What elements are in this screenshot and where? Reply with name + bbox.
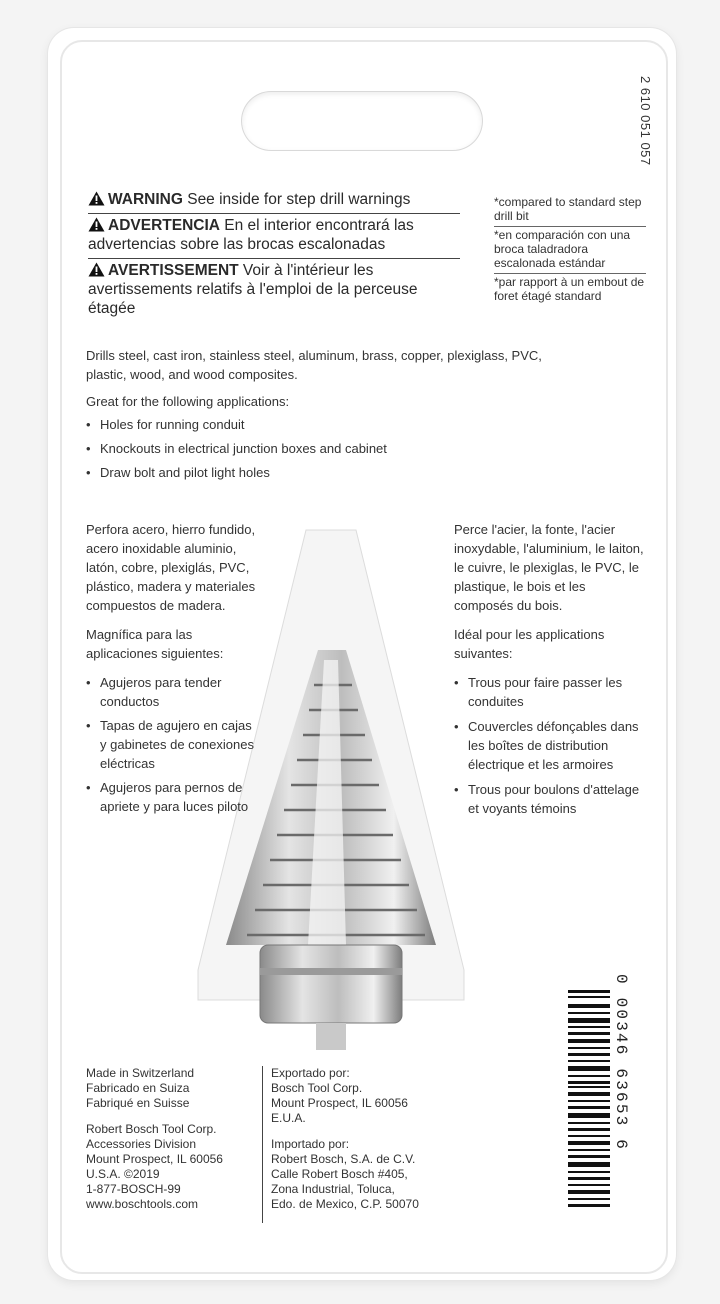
list-item: • Agujeros para tender conductos bbox=[86, 673, 256, 711]
footnote-es: *en comparación con una broca taladradora escalonada estándar bbox=[494, 227, 646, 274]
materials-text: Perce l'acier, la fonte, l'acier inoxydable, l'aluminium, le laiton, le cuivre, le plexiglas, le PVC, le plastique, le bois et les composés du bois. bbox=[454, 522, 644, 613]
footnote-fr: *par rapport à un embout de foret étagé standard bbox=[494, 275, 645, 303]
warning-text: En el interior encontrará las advertencias sobre las brocas escalonadas bbox=[88, 217, 414, 253]
english-description bbox=[86, 346, 546, 487]
list-item: • Trous pour faire passer les conduites bbox=[454, 673, 648, 711]
warning-triangle-icon bbox=[88, 191, 105, 206]
warning-label: ADVERTENCIA bbox=[108, 217, 220, 234]
made-in-text: Made in Switzerland Fabricado en Suiza Fabriqué en Suisse bbox=[86, 1066, 195, 1110]
list-item: • Tapas de agujero en cajas y gabinetes de conexiones eléctricas bbox=[86, 716, 256, 773]
warning-triangle-icon bbox=[88, 262, 105, 277]
applications-list bbox=[86, 415, 546, 482]
warning-fr bbox=[88, 259, 460, 322]
list-item: • Couvercles défonçables dans les boîtes de distribution électrique et les armoires bbox=[454, 717, 648, 774]
warning-label: AVERTISSEMENT bbox=[108, 262, 239, 279]
list-item: • Draw bolt and pilot light holes bbox=[86, 463, 546, 482]
warning-es bbox=[88, 214, 460, 259]
footnotes-block bbox=[494, 194, 646, 306]
company-address: Robert Bosch Tool Corp. Accessories Division Mount Prospect, IL 60056 U.S.A. ©2019 1-877-BOSCH-99 www.boschtools.com bbox=[86, 1122, 223, 1211]
warning-text: See inside for step drill warnings bbox=[182, 191, 411, 208]
spanish-description bbox=[86, 520, 256, 821]
warning-en bbox=[88, 188, 460, 214]
list-item: • Trous pour boulons d'attelage et voyants témoins bbox=[454, 780, 648, 818]
materials-text: Perfora acero, hierro fundido, acero inoxidable aluminio, latón, cobre, plexiglás, PVC, plástico, madera y materiales compuestos de madera. bbox=[86, 522, 256, 613]
warning-triangle-icon bbox=[88, 217, 105, 232]
list-item: • Knockouts in electrical junction boxes and cabinet bbox=[86, 439, 546, 458]
part-number: 2 610 051 057 bbox=[638, 76, 653, 166]
list-item: • Holes for running conduit bbox=[86, 415, 546, 434]
exporter-text: Exportado por: Bosch Tool Corp. Mount Prospect, IL 60056 E.U.A. bbox=[271, 1066, 408, 1125]
footnote-en: *compared to standard step drill bit bbox=[494, 194, 646, 227]
warnings-block bbox=[88, 188, 460, 322]
hang-hole bbox=[242, 92, 482, 150]
importer-text: Importado por: Robert Bosch, S.A. de C.V. Calle Robert Bosch #405, Zona Industrial, Toluca, Edo. de Mexico, C.P. 50070 bbox=[271, 1137, 419, 1211]
french-description bbox=[454, 520, 648, 824]
export-import-info bbox=[262, 1066, 461, 1223]
materials-text: Drills steel, cast iron, stainless steel, aluminum, brass, copper, plexiglass, PVC, plastic, wood, and wood composites. bbox=[86, 348, 542, 382]
barcode-digits: 0 00346 63653 6 bbox=[612, 974, 630, 1152]
warning-text: Voir à l'intérieur les avertissements relatifs à l'emploi de la perceuse étagée bbox=[88, 262, 418, 317]
list-item: • Agujeros para pernos de apriete y para luces piloto bbox=[86, 778, 256, 816]
origin-info bbox=[86, 1066, 256, 1223]
applications-list bbox=[454, 673, 648, 818]
applications-title: Great for the following applications: bbox=[86, 394, 290, 409]
applications-title: Magnífica para las aplicaciones siguientes: bbox=[86, 627, 224, 661]
applications-list bbox=[86, 673, 256, 816]
applications-title: Idéal pour les applications suivantes: bbox=[454, 627, 605, 661]
warning-label: WARNING bbox=[108, 191, 183, 208]
